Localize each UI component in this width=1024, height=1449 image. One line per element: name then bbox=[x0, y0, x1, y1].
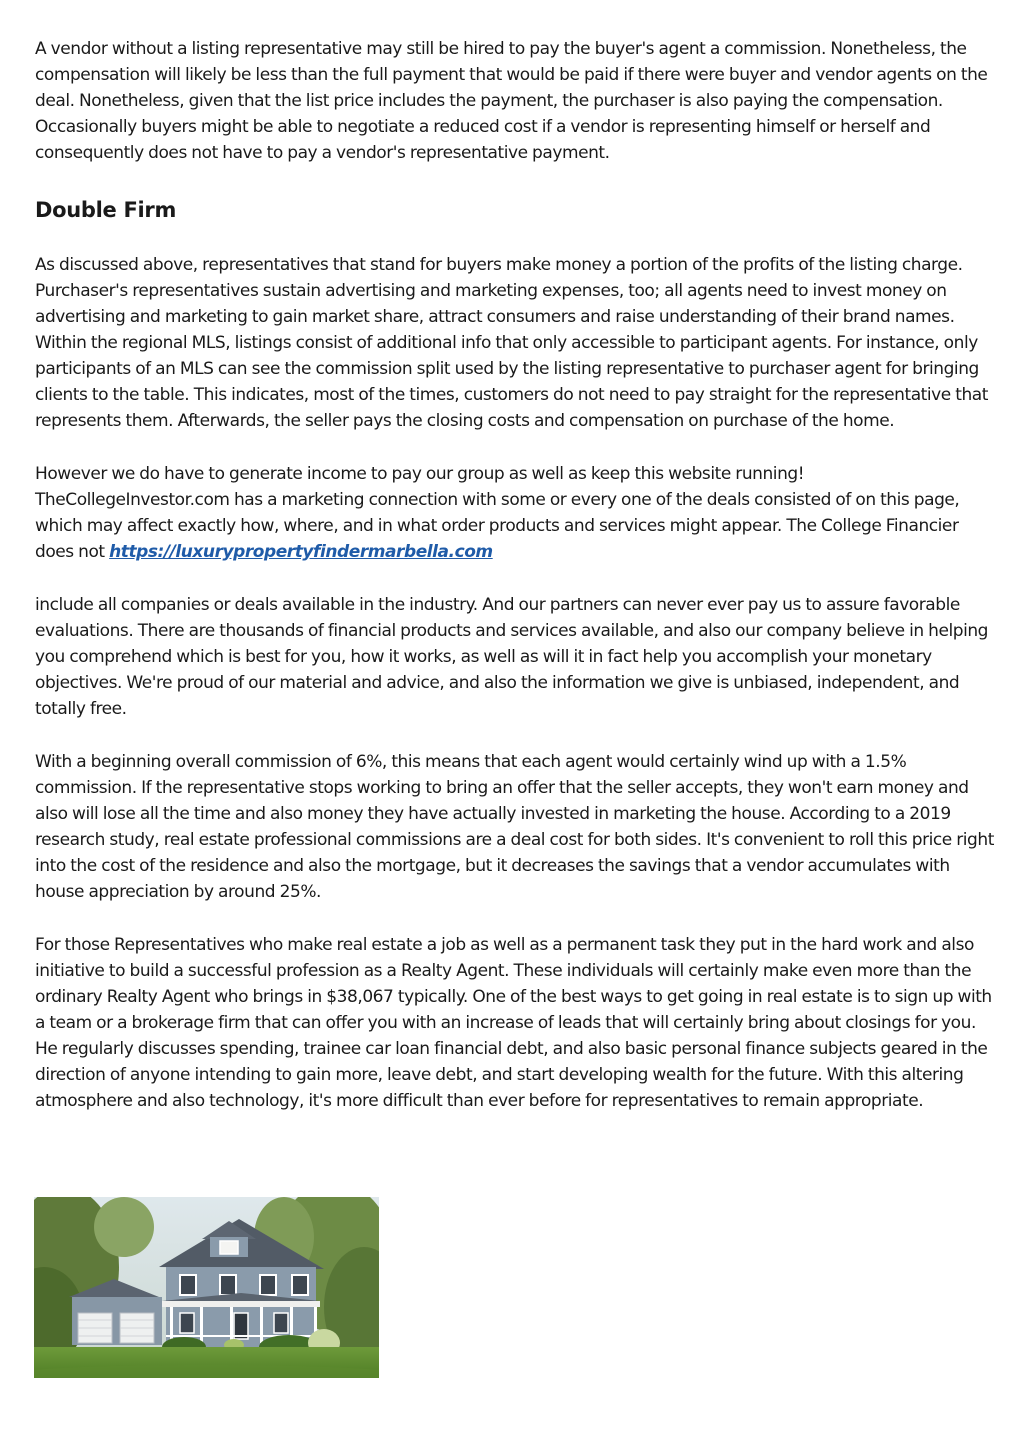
paragraph-partners: include all companies or deals available in the industry. And our partners can never ever pay us to assure favorable evaluations. There are thousands of financial products and services available, and also our company believe in helping you comprehend which is best for you, how it works, as well as will it in fact help you accomplish your monetary objectives. We're proud of our material and advice, and also the information we give is unbiased, independent, and totally free. bbox=[35, 595, 989, 719]
paragraph-commission-split: With a beginning overall commission of 6%, this means that each agent would certainly wind up with a 1.5% commission. If the representative stops working to bring an offer that the seller accepts, they won't earn money and also will lose all the time and also money they have actually invested in marketing the house. According to a 2019 research study, real estate professional commissions are a deal cost for both sides. It's convenient to roll this price right into the cost of the residence and also the mortgage, but it decreases the savings that a vendor accumulates with house appreciation by around 25%. bbox=[35, 752, 994, 902]
section-heading: Double Firm bbox=[35, 198, 177, 222]
external-link[interactable]: https://luxurypropertyfindermarbella.com bbox=[109, 542, 493, 562]
article-body bbox=[35, 36, 995, 1114]
house-photo bbox=[34, 1197, 379, 1378]
paragraph-disclosure bbox=[35, 461, 995, 565]
paragraph-commissions: As discussed above, representatives that stand for buyers make money a portion of the profits of the listing charge. Purchaser's representatives sustain advertising and marketing expenses, too; all agents need to invest money on advertising and marketing to gain market share, attract consumers and raise understanding of their brand names. Within the regional MLS, listings consist of additional info that only accessible to participant agents. For instance, only participants of an MLS can see the commission split used by the listing representative to purchaser agent for bringing clients to the table. This indicates, most of the times, customers do not need to pay straight for the representative that represents them. Afterwards, the seller pays the closing costs and compensation on purchase of the home. bbox=[35, 255, 988, 431]
disclosure-text: However we do have to generate income to pay our group as well as keep this website running! TheCollegeInvestor.com has a marketing connection with some or every one of the deals consisted of on this page, which may affect exactly how, where, and in what order products and services might appear. The College Financier does not bbox=[35, 464, 960, 562]
intro-paragraph: A vendor without a listing representative may still be hired to pay the buyer's agent a commission. Nonetheless, the compensation will likely be less than the full payment that would be paid if there were buyer and vendor agents on the deal. Nonetheless, given that the list price includes the payment, the purchaser is also paying the compensation. Occasionally buyers might be able to negotiate a reduced cost if a vendor is representing himself or herself and consequently does not have to pay a vendor's representative payment. bbox=[35, 39, 988, 163]
paragraph-representatives: For those Representatives who make real estate a job as well as a permanent task they put in the hard work and also initiative to build a successful profession as a Realty Agent. These individuals will certainly make even more than the ordinary Realty Agent who brings in $38,067 typically. One of the best ways to get going in real estate is to sign up with a team or a brokerage firm that can offer you with an increase of leads that will certainly bring about closings for you. He regularly discusses spending, trainee car loan financial debt, and also basic personal finance subjects geared in the direction of anyone intending to gain more, leave debt, and start developing wealth for the future. With this altering atmosphere and also technology, it's more difficult than ever before for representatives to remain appropriate. bbox=[35, 935, 992, 1111]
